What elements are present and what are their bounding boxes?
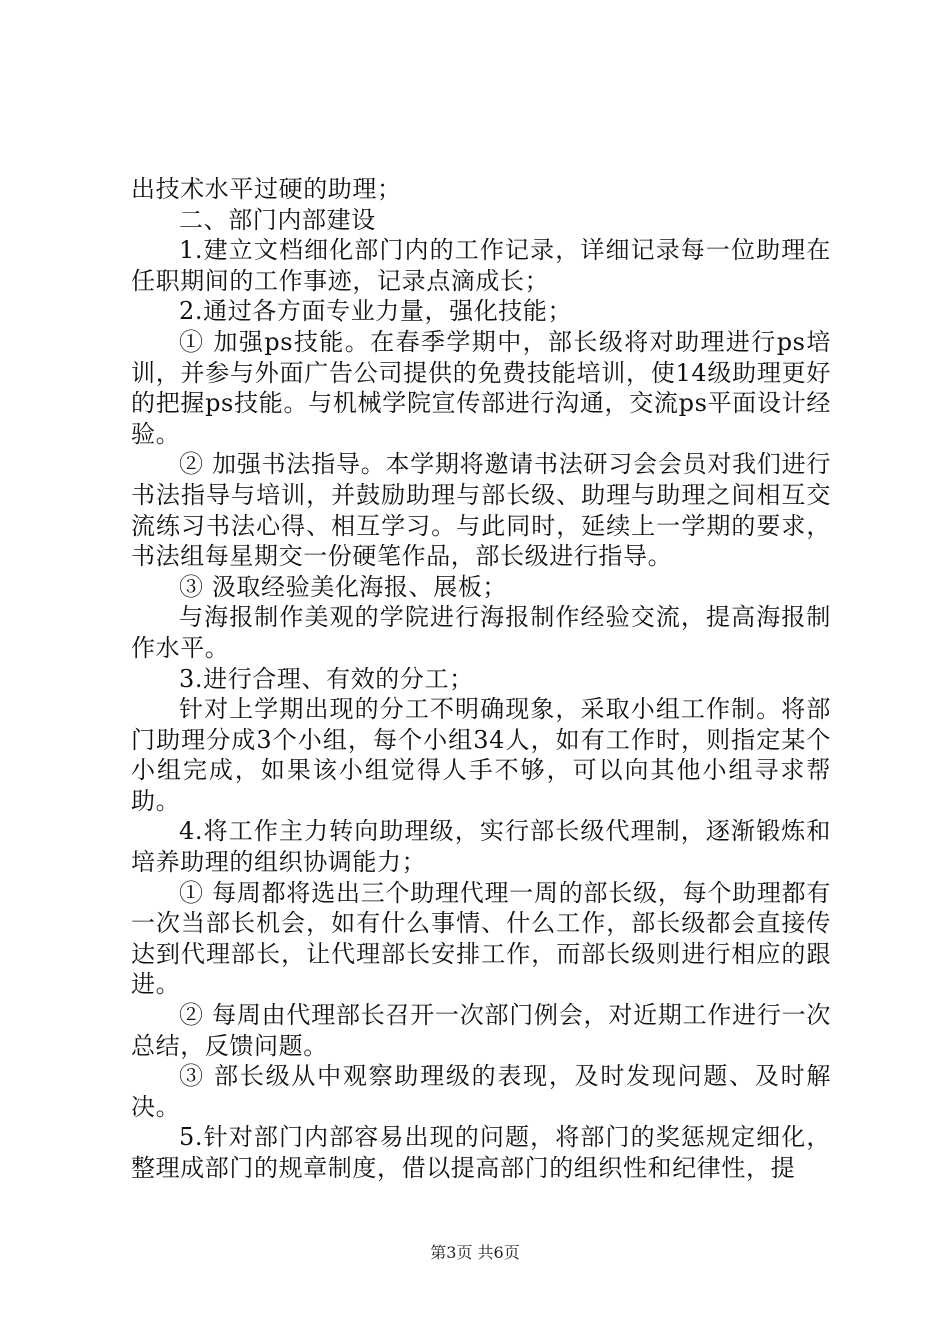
- paragraph: 出技术水平过硬的助理；: [131, 175, 402, 203]
- paragraph: ① 每周都将选出三个助理代理一周的部长级，每个助理都有一次当部长机会，如有什么事情、什么工作，部长级都会直接传达到代理部长，让代理部长安排工作，而部长级则进行相应的跟进。: [131, 878, 831, 999]
- section-heading: 二、部门内部建设: [179, 205, 376, 234]
- document-body: [131, 174, 831, 1184]
- paragraph: ③ 部长级从中观察助理级的表现，及时发现问题、及时解决。: [131, 1062, 831, 1121]
- paragraph: ① 加强ps技能。在春季学期中，部长级将对助理进行ps培训，并参与外面广告公司提供的免费技能培训，使14级助理更好的把握ps技能。与机械学院宣传部进行沟通，交流ps平面设计经验。: [131, 327, 831, 448]
- paragraph: 1.建立文档细化部门内的工作记录，详细记录每一位助理在任职期间的工作事迹，记录点滴成长；: [131, 236, 831, 295]
- paragraph: 2.通过各方面专业力量，强化技能；: [179, 297, 573, 326]
- paragraph: 针对上学期出现的分工不明确现象，采取小组工作制。将部门助理分成3个小组，每个小组34人，如有工作时，则指定某个小组完成，如果该小组觉得人手不够，可以向其他小组寻求帮助。: [131, 695, 831, 815]
- page-number: 第3页 共6页: [430, 1243, 520, 1262]
- paragraph: 4.将工作主力转向助理级，实行部长级代理制，逐渐锻炼和培养助理的组织协调能力；: [131, 817, 831, 877]
- paragraph: ② 加强书法指导。本学期将邀请书法研习会会员对我们进行书法指导与培训，并鼓励助理与部长级、助理与助理之间相互交流练习书法心得、相互学习。与此同时，延续上一学期的要求，书法组每星期交一份硬笔作品，部长级进行指导。: [131, 450, 831, 571]
- paragraph: 5.针对部门内部容易出现的问题，将部门的奖惩规定细化，整理成部门的规章制度，借以提高部门的组织性和纪律性，提: [131, 1123, 831, 1182]
- paragraph: 3.进行合理、有效的分工；: [179, 664, 474, 693]
- paragraph: ② 每周由代理部长召开一次部门例会，对近期工作进行一次总结，反馈问题。: [131, 1001, 831, 1060]
- paragraph: ③ 汲取经验美化海报、展板；: [179, 572, 508, 601]
- page-footer: [0, 1243, 950, 1263]
- paragraph: 与海报制作美观的学院进行海报制作经验交流，提高海报制作水平。: [131, 603, 831, 662]
